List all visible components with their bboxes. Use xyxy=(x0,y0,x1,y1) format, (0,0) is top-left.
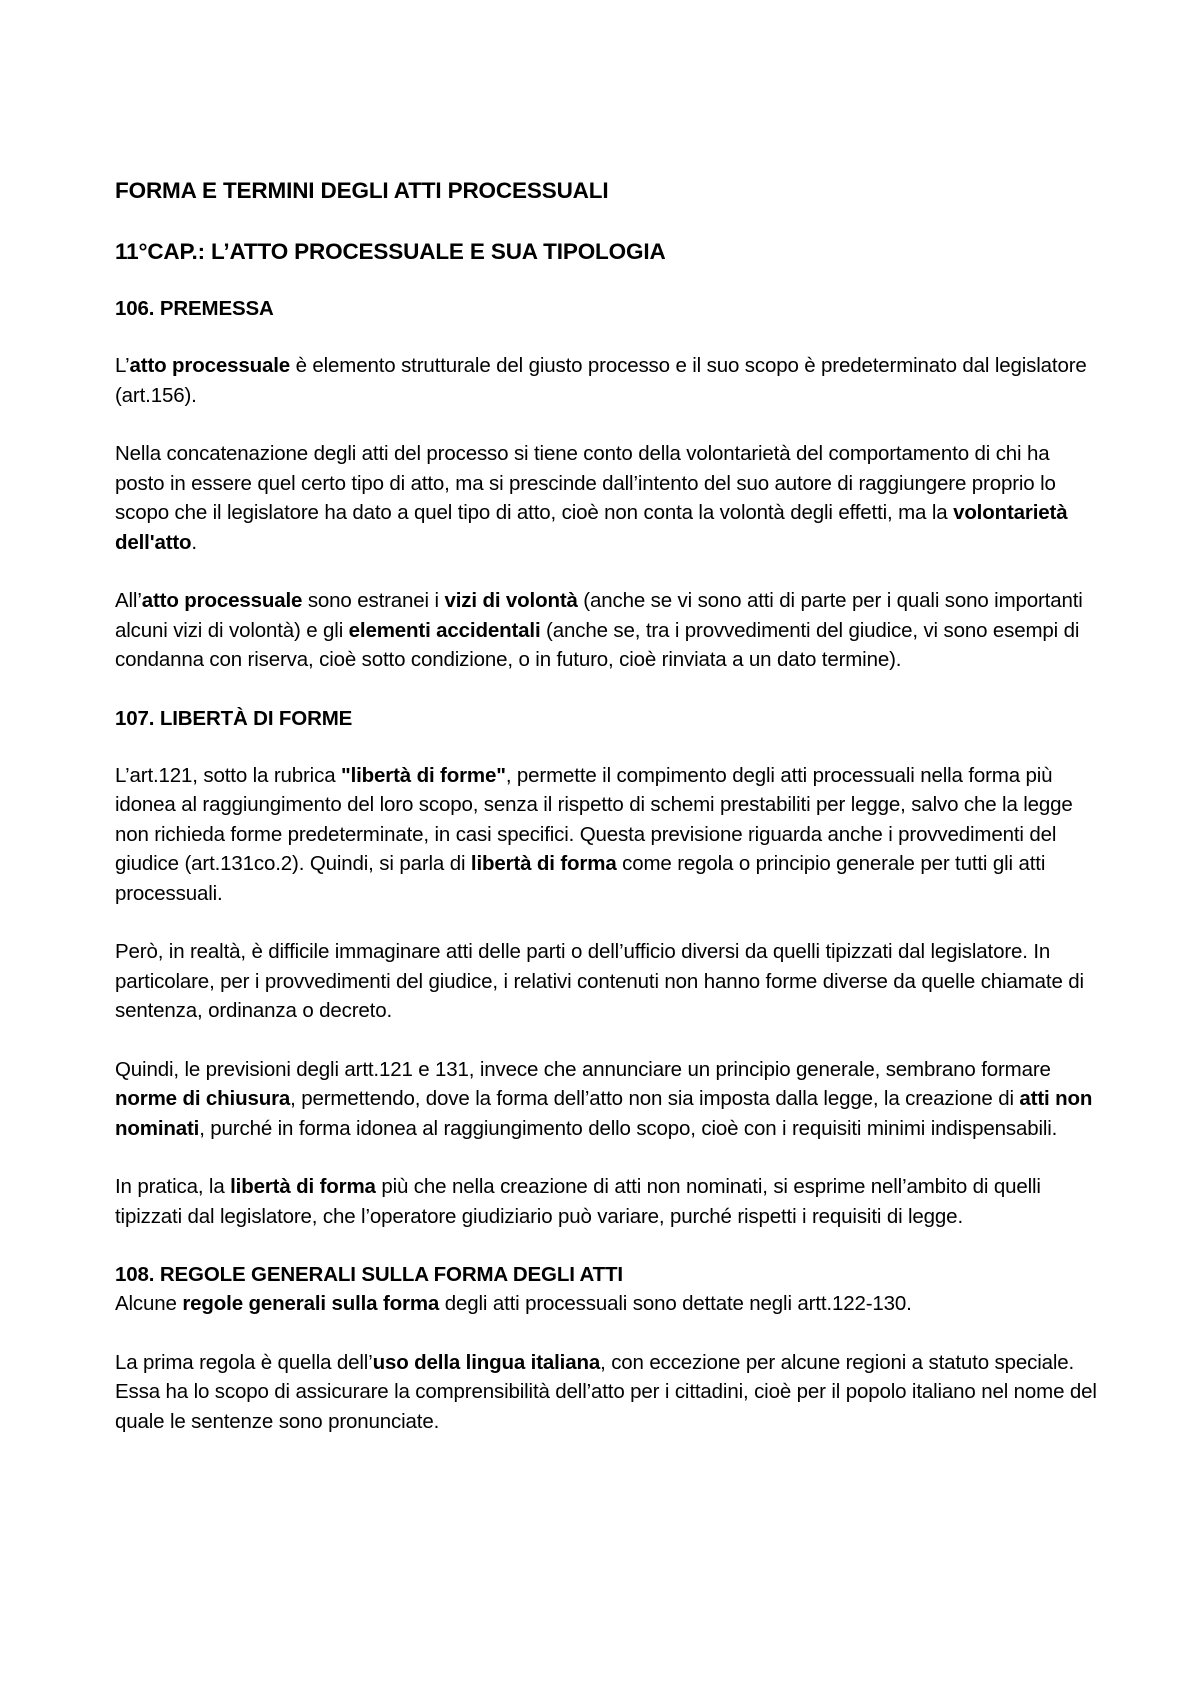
paragraph xyxy=(115,1172,1100,1231)
bold-text: "libertà di forme" xyxy=(341,763,506,787)
text-run: , purché in forma idonea al raggiungimento dello scopo, cioè con i requisiti minimi indispensabili. xyxy=(199,1116,1058,1140)
text-run: La prima regola è quella dell’ xyxy=(115,1350,373,1374)
paragraph xyxy=(115,1289,1100,1319)
paragraph xyxy=(115,586,1100,675)
text-run: più che nella creazione di atti non nominati, si esprime nell’ambito di quelli tipizzati dal legislatore, che l’operatore giudiziario può variare, purché rispetti i requisiti di legge. xyxy=(115,1175,1041,1228)
text-run: , permette il compimento degli atti processuali nella forma più idonea al raggiungimento del loro scopo, senza il rispetto di schemi prestabiliti per legge, salvo che la legge non richieda forme predeterminate, in casi specifici. Questa previsione riguarda anche i provvedimenti del giudice (art.131co.2). Quindi, si parla di xyxy=(115,763,1073,875)
text-run: sono estranei i xyxy=(302,589,445,612)
text-run: Alcune xyxy=(115,1292,183,1315)
paragraph xyxy=(115,439,1100,557)
text-run: Nella concatenazione degli atti del processo si tiene conto della volontarietà del comportamento di chi ha posto in essere quel certo tipo di atto, ma si prescinde dall’intento del suo autore di raggiungere proprio lo scopo che il legislatore ha dato a quel tipo di atto, cioè non conta la volontà degli effetti, ma la xyxy=(115,442,1056,524)
bold-text: libertà di forma xyxy=(470,852,617,875)
text-run: Però, in realtà, è difficile immaginare atti delle parti o dell’ufficio diversi da quelli tipizzati dal legislatore. In particolare, per i provvedimenti del giudice, i relativi contenuti non hanno forme diverse da quelle chiamate di sentenza, ordinanza o decreto. xyxy=(115,940,1084,1022)
text-run: L’ xyxy=(115,354,130,377)
bold-text: libertà di forma xyxy=(230,1175,376,1198)
text-run: . xyxy=(191,530,197,554)
bold-text: atto processuale xyxy=(129,354,291,377)
bold-text: elementi accidentali xyxy=(348,618,541,642)
bold-text: volontarietà dell'atto xyxy=(115,501,1068,554)
text-run: (anche se vi sono atti di parte per i quali sono importanti alcuni vizi di volontà) e gli xyxy=(115,589,1083,642)
paragraph xyxy=(115,937,1100,1026)
text-run: , con eccezione per alcune regioni a statuto speciale. Essa ha lo scopo di assicurare la comprensibilità dell’atto per i cittadini, cioè per il popolo italiano nel nome del quale le sentenze sono pronunciate. xyxy=(115,1350,1097,1433)
bold-text: uso della lingua italiana xyxy=(372,1350,601,1374)
bold-text: regole generali sulla forma xyxy=(182,1292,440,1315)
text-run: come regola o principio generale per tutti gli atti processuali. xyxy=(115,852,1046,905)
section-heading-107: 107. LIBERTÀ DI FORME xyxy=(115,706,353,730)
bold-text: atto processuale xyxy=(141,589,303,612)
section-heading-108: 108. REGOLE GENERALI SULLA FORMA DEGLI ATTI xyxy=(115,1263,623,1286)
text-run: degli atti processuali sono dettate negli artt.122-130. xyxy=(439,1292,912,1315)
bold-text: vizi di volontà xyxy=(444,589,578,612)
chapter-title: 11°CAP.: L’ATTO PROCESSUALE E SUA TIPOLOGIA xyxy=(115,239,666,264)
paragraph xyxy=(115,1348,1100,1437)
paragraph xyxy=(115,761,1100,909)
document-body xyxy=(115,176,1100,1465)
text-run: L’art.121, sotto la rubrica xyxy=(115,763,341,787)
section-heading-106: 106. PREMESSA xyxy=(115,297,274,320)
bold-text: atti non nominati xyxy=(115,1087,1093,1140)
text-run: All’ xyxy=(115,589,142,612)
paragraph xyxy=(115,351,1100,410)
text-run: (anche se, tra i provvedimenti del giudice, vi sono esempi di condanna con riserva, cioè sotto condizione, o in futuro, cioè rinviata a un dato termine). xyxy=(115,618,1080,671)
paragraph xyxy=(115,1055,1100,1144)
document-title: FORMA E TERMINI DEGLI ATTI PROCESSUALI xyxy=(115,178,609,203)
bold-text: norme di chiusura xyxy=(115,1087,291,1110)
text-run: In pratica, la xyxy=(115,1175,231,1198)
text-run: è elemento strutturale del giusto processo e il suo scopo è predeterminato dal legislatore (art.156). xyxy=(115,354,1087,407)
text-run: , permettendo, dove la forma dell’atto non sia imposta dalla legge, la creazione di xyxy=(290,1087,1020,1110)
text-run: Quindi, le previsioni degli artt.121 e 131, invece che annunciare un principio generale, sembrano formare xyxy=(115,1057,1051,1081)
